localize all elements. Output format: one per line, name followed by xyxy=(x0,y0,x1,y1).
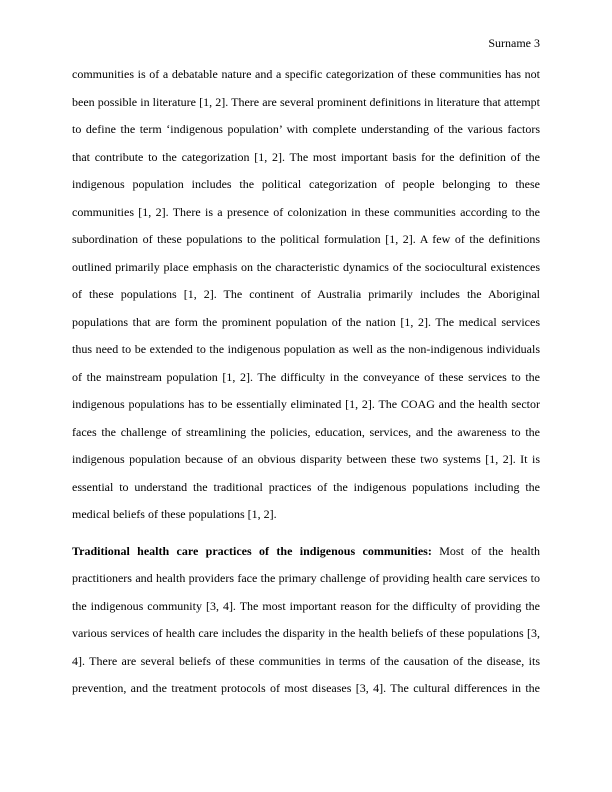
text-line: outlined primarily place emphasis on the characteristic dynamics of the sociocultural existences xyxy=(72,259,540,274)
text-line: faces the challenge of streamlining the policies, education, services, and the awareness to the xyxy=(72,424,540,439)
text-line: essential to understand the traditional practices of the indigenous populations including the xyxy=(72,479,540,494)
text-line xyxy=(72,544,540,572)
text-line: indigenous population because of an obvious disparity between these two systems [1, 2]. It is xyxy=(72,452,540,466)
text-line: indigenous population includes the political categorization of people belonging to these xyxy=(72,177,540,191)
paragraph-spacer xyxy=(72,535,540,544)
text-line: various services of health care includes the disparity in the health beliefs of these populations [3, xyxy=(72,626,540,640)
text-line: been possible in literature [1, 2]. There are several prominent definitions in literature that attempt xyxy=(72,94,540,109)
text-line: medical beliefs of these populations [1, 2]. xyxy=(72,507,277,521)
text-line: the indigenous community [3, 4]. The most important reason for the difficulty of providing the xyxy=(72,598,540,613)
text-line: subordination of these populations to the political formulation [1, 2]. A few of the definitions xyxy=(72,232,540,246)
heading-line-text: Most of the health xyxy=(439,543,541,558)
text-line: to define the term ‘indigenous population’ with complete understanding of the various factors xyxy=(72,122,540,136)
section-heading: Traditional health care practices of the indigenous communities: xyxy=(72,543,432,558)
text-line: 4]. There are several beliefs of these communities in terms of the causation of the disease, its xyxy=(72,653,540,668)
text-line: populations that are form the prominent population of the nation [1, 2]. The medical services xyxy=(72,314,540,329)
text-line: thus need to be extended to the indigenous population as well as the non-indigenous individuals xyxy=(72,342,540,356)
text-line: of the mainstream population [1, 2]. The difficulty in the conveyance of these services to the xyxy=(72,369,540,384)
text-line: that contribute to the categorization [1, 2]. The most important basis for the definition of the xyxy=(72,149,540,164)
text-line: of these populations [1, 2]. The continent of Australia primarily includes the Aboriginal xyxy=(72,287,540,301)
running-head: Surname 3 xyxy=(488,36,540,50)
text-line: prevention, and the treatment protocols of most diseases [3, 4]. The cultural differences in the xyxy=(72,681,540,695)
text-line: communities [1, 2]. There is a presence of colonization in these communities according to the xyxy=(72,204,540,219)
paragraph-1 xyxy=(72,67,540,535)
body-text xyxy=(72,67,540,709)
paragraph-2 xyxy=(72,544,540,709)
text-line: practitioners and health providers face the primary challenge of providing health care services to xyxy=(72,571,540,585)
text-line: communities is of a debatable nature and a specific categorization of these communities has not xyxy=(72,67,540,81)
text-line: indigenous populations has to be essentially eliminated [1, 2]. The COAG and the health sector xyxy=(72,397,540,411)
